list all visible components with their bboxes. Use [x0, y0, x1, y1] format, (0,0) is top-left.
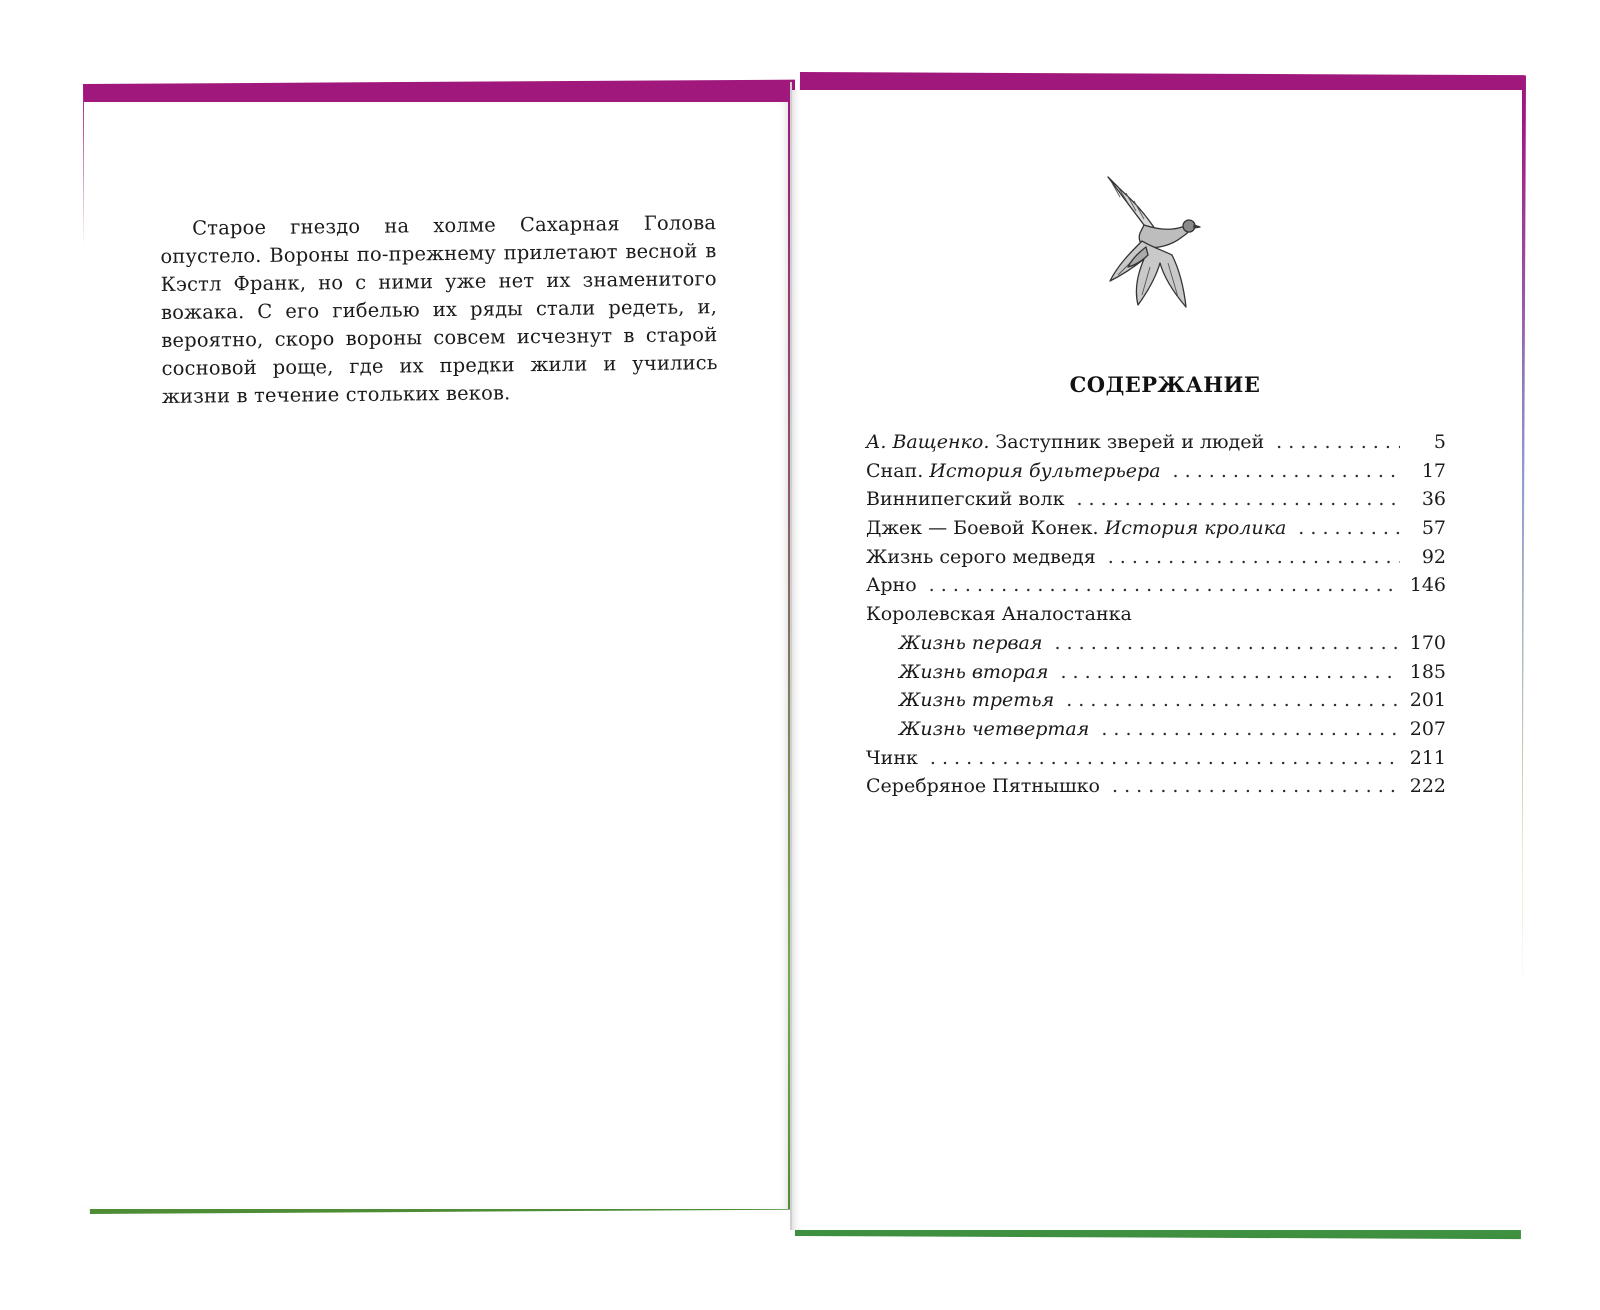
toc-subentry	[866, 689, 1446, 718]
toc-leader-dots	[1076, 488, 1400, 510]
toc-subentry	[866, 661, 1446, 690]
toc-entry-title: Жизнь серого медведя	[866, 545, 1096, 568]
toc-page-number: 5	[1433, 431, 1446, 453]
toc-page-number: 92	[1421, 545, 1446, 568]
toc-leader-dots	[1108, 546, 1400, 568]
toc-entry-title: Снап.	[866, 459, 924, 482]
toc-entry-title: Виннипегский волк	[866, 488, 1065, 511]
toc-entry-subtitle: История кролика	[1104, 517, 1287, 540]
toc-page-number: 57	[1421, 517, 1446, 540]
toc-entry	[866, 775, 1446, 804]
toc-leader-dots	[930, 747, 1400, 769]
toc-title: СОДЕРЖАНИЕ	[1069, 372, 1261, 397]
toc-entry-title: Королевская Аналостанка	[866, 603, 1132, 626]
toc-leader-dots	[1276, 431, 1400, 453]
toc-page-number: 222	[1409, 775, 1446, 798]
toc-page-number: 146	[1409, 574, 1446, 597]
toc-page-number: 36	[1421, 488, 1446, 511]
toc-leader-dots	[1066, 689, 1400, 711]
toc-entry-subtitle: История бультерьера	[929, 459, 1161, 482]
toc-entry	[866, 517, 1446, 546]
toc-entry-title: Заступник зверей и людей	[995, 431, 1265, 453]
toc-subentry	[866, 718, 1446, 747]
toc-leader-dots	[1101, 718, 1400, 740]
toc-leader-dots	[1173, 460, 1400, 482]
toc-leader-dots	[1298, 517, 1400, 539]
toc-entry-title: Жизнь первая	[899, 631, 1043, 654]
book-spine	[790, 82, 792, 1230]
toc-entry	[866, 546, 1446, 575]
toc-leader-dots	[929, 574, 1400, 596]
table-of-contents	[866, 431, 1446, 804]
toc-entry-title: Серебряное Пятнышко	[866, 775, 1100, 798]
toc-page-number: 185	[1409, 660, 1446, 683]
toc-entry-title: Джек — Боевой Конек.	[866, 517, 1099, 540]
toc-page-number: 170	[1409, 631, 1446, 654]
dove-icon	[1098, 175, 1216, 313]
toc-page-number: 201	[1409, 689, 1446, 712]
toc-entry-title: Жизнь четвертая	[899, 717, 1090, 740]
toc-author: А. Ващенко.	[866, 431, 990, 453]
toc-leader-dots	[1112, 775, 1400, 797]
toc-entry-title: Жизнь вторая	[899, 660, 1049, 683]
closing-paragraph: Старое гнездо на холме Сахарная Голова опустело. Вороны по-прежнему прилетают весной в Кэстл Франк, но с ними уже нет их знаменитого вожака. С его гибелью их ряды стали редеть, и, вероятно, скоро вороны совсем исчезнут в старой сосновой роще, где их предки жили и учились жизни в течение стольких веков.	[160, 210, 718, 408]
toc-entry	[866, 747, 1446, 776]
toc-entry	[866, 488, 1446, 517]
toc-entry	[866, 460, 1446, 489]
toc-subentry	[866, 632, 1446, 661]
toc-section-heading	[866, 603, 1446, 632]
toc-entry	[866, 574, 1446, 603]
toc-page-number: 207	[1409, 717, 1446, 740]
toc-page-number: 211	[1409, 746, 1446, 769]
toc-entry-title: Арно	[866, 574, 917, 597]
toc-entry-title: Жизнь третья	[899, 689, 1055, 712]
toc-entry	[866, 431, 1446, 460]
toc-leader-dots	[1060, 661, 1400, 683]
toc-entry-title: Чинк	[866, 746, 918, 769]
toc-leader-dots	[1054, 632, 1400, 654]
toc-page-number: 17	[1421, 459, 1446, 482]
